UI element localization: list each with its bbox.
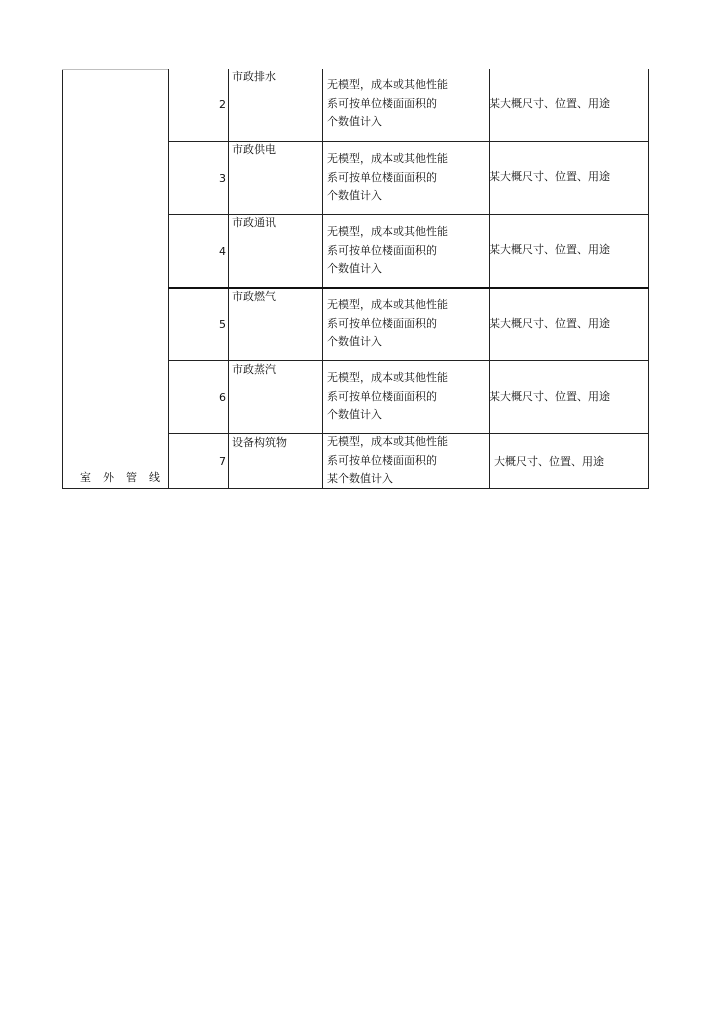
description-line: 个数值计入 <box>327 335 382 348</box>
item-name: 市政排水 <box>232 70 276 83</box>
item-description <box>327 433 491 489</box>
item-note: 某大概尺寸、位置、用途 <box>489 97 610 110</box>
description-line: 无模型，成本或其他性能 <box>327 78 448 91</box>
grid-line-col-a-left <box>62 69 63 489</box>
item-description <box>327 369 491 425</box>
grid-line-col-b-left <box>168 69 169 489</box>
row-number: 4 <box>219 245 226 258</box>
description-line: 个数值计入 <box>327 115 382 128</box>
description-line: 系可按单位楼面面积的 <box>327 96 437 110</box>
grid-line-col-e-right <box>648 69 649 489</box>
grid-line-col-c-left <box>228 69 229 489</box>
grid-line-row-5-bottom <box>168 360 649 361</box>
description-line: 系可按单位楼面面积的 <box>327 453 437 467</box>
item-name: 设备构筑物 <box>232 436 287 449</box>
description-line: 系可按单位楼面面积的 <box>327 170 437 184</box>
description-line: 系可按单位楼面面积的 <box>327 389 437 403</box>
item-note: 某大概尺寸、位置、用途 <box>489 170 610 183</box>
description-line: 无模型，成本或其他性能 <box>327 435 448 448</box>
description-line: 个数值计入 <box>327 408 382 421</box>
row-number: 7 <box>219 455 226 468</box>
item-description <box>327 223 491 279</box>
item-note: 大概尺寸、位置、用途 <box>494 455 604 468</box>
description-line: 无模型，成本或其他性能 <box>327 225 448 238</box>
grid-line-row-3-bottom <box>168 214 649 215</box>
grid-line-top-faint <box>62 69 168 70</box>
description-line: 无模型，成本或其他性能 <box>327 371 448 384</box>
description-line: 某个数值计入 <box>327 472 393 485</box>
group-label-outdoor-pipelines: 室外管线 <box>80 471 172 484</box>
grid-line-row-4-bottom <box>168 287 649 289</box>
row-number: 2 <box>219 98 226 111</box>
item-name: 市政燃气 <box>232 290 276 303</box>
item-note: 某大概尺寸、位置、用途 <box>489 243 610 256</box>
item-name: 市政蒸汽 <box>232 363 276 376</box>
row-number: 3 <box>219 172 226 185</box>
row-number: 6 <box>219 391 226 404</box>
item-description <box>327 296 491 352</box>
grid-line-col-e-left <box>489 69 490 489</box>
item-name: 市政通讯 <box>232 216 276 229</box>
item-description <box>327 150 491 206</box>
description-line: 系可按单位楼面面积的 <box>327 243 437 257</box>
description-line: 个数值计入 <box>327 189 382 202</box>
description-line: 个数值计入 <box>327 262 382 275</box>
row-number: 5 <box>219 318 226 331</box>
description-line: 无模型，成本或其他性能 <box>327 298 448 311</box>
item-note: 某大概尺寸、位置、用途 <box>489 317 610 330</box>
item-name: 市政供电 <box>232 143 276 156</box>
item-description <box>327 76 491 132</box>
item-note: 某大概尺寸、位置、用途 <box>489 390 610 403</box>
grid-line-col-d-left <box>322 69 323 489</box>
description-line: 系可按单位楼面面积的 <box>327 316 437 330</box>
description-line: 无模型，成本或其他性能 <box>327 152 448 165</box>
grid-line-row-2-bottom <box>168 141 649 142</box>
